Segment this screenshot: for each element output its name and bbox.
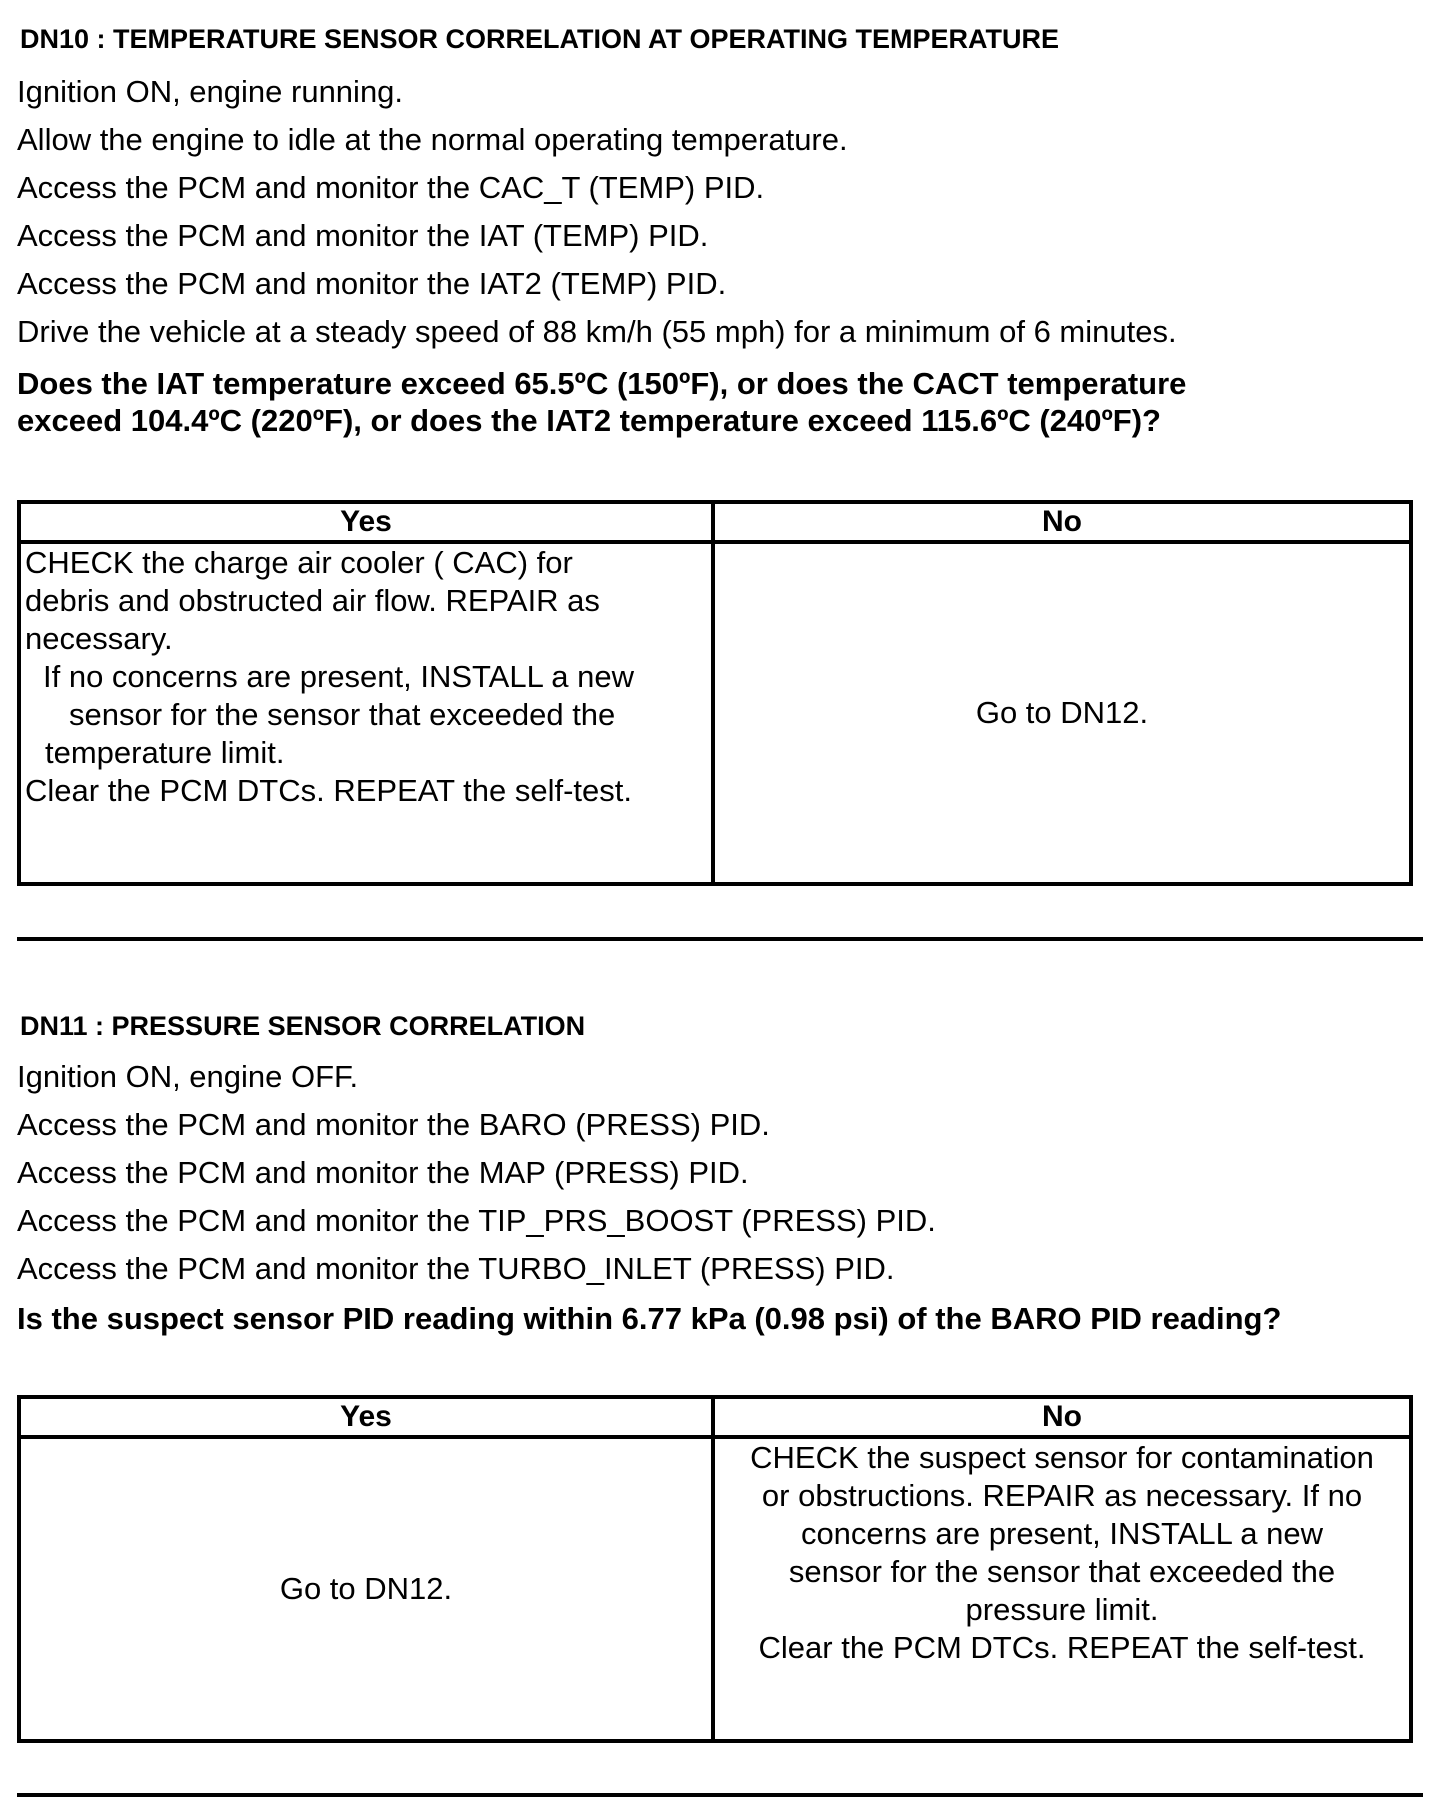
dn11-no-line-3: concerns are present, INSTALL a new [800,1516,1324,1551]
dn10-heading: DN10 : TEMPERATURE SENSOR CORRELATION AT OPERATING TEMPERATURE [20,24,1060,54]
dn10-yes-header: Yes [19,502,713,542]
dn11-yes-cell [19,1437,713,1741]
dn11-step-1: Ignition ON, engine OFF. [17,1059,359,1094]
dn10-yes-line-7: Clear the PCM DTCs. REPEAT the self-test. [25,773,632,808]
dn11-step-2: Access the PCM and monitor the BARO (PRESS) PID. [17,1107,770,1142]
dn10-step-1: Ignition ON, engine running. [17,74,404,109]
dn10-yes-line-4: If no concerns are present, INSTALL a new [43,659,635,694]
dn10-no-text: Go to DN12. [975,695,1149,730]
dn11-step-4: Access the PCM and monitor the TIP_PRS_BOOST (PRESS) PID. [17,1203,936,1238]
dn10-yes-line-5: sensor for the sensor that exceeded the [69,697,616,732]
dn11-step-3: Access the PCM and monitor the MAP (PRESS) PID. [17,1155,749,1190]
dn11-question: Is the suspect sensor PID reading within 6.77 kPa (0.98 psi) of the BARO PID reading? [17,1301,1282,1336]
dn11-no-cell [713,1437,1411,1741]
dn10-question-line-2: exceed 104.4ºC (220ºF), or does the IAT2 temperature exceed 115.6ºC (240ºF)? [17,403,1161,438]
dn11-no-line-6: Clear the PCM DTCs. REPEAT the self-test. [758,1630,1366,1665]
dn11-heading: DN11 : PRESSURE SENSOR CORRELATION [20,1011,586,1041]
dn10-no-cell [713,542,1411,884]
dn11-no-header: No [713,1397,1411,1437]
dn11-yes-header: Yes [19,1397,713,1437]
dn10-yes-line-1: CHECK the charge air cooler ( CAC) for [25,545,573,580]
dn10-yes-line-6: temperature limit. [45,735,285,770]
dn11-no-line-1: CHECK the suspect sensor for contamination [750,1440,1374,1475]
dn10-yes-line-2: debris and obstructed air flow. REPAIR as [25,583,600,618]
dn11-step-5: Access the PCM and monitor the TURBO_INLET (PRESS) PID. [17,1251,895,1286]
dn10-yes-line-3: necessary. [25,621,173,656]
dn10-step-3: Access the PCM and monitor the CAC_T (TEMP) PID. [17,170,765,205]
dn11-decision-table [17,1395,1413,1743]
dn10-decision-table [17,500,1413,886]
dn11-no-line-2: or obstructions. REPAIR as necessary. If no [761,1478,1363,1513]
dn10-question [17,365,1417,439]
dn11-yes-text: Go to DN12. [279,1571,453,1606]
dn10-step-6: Drive the vehicle at a steady speed of 88 km/h (55 mph) for a minimum of 6 minutes. [17,314,1177,349]
dn11-divider [17,1793,1423,1797]
dn10-question-line-1: Does the IAT temperature exceed 65.5ºC (150ºF), or does the CACT temperature [17,366,1187,401]
dn10-no-header: No [713,502,1411,542]
dn10-step-2: Allow the engine to idle at the normal operating temperature. [17,122,848,157]
dn10-divider [17,937,1423,941]
dn10-step-4: Access the PCM and monitor the IAT (TEMP) PID. [17,218,709,253]
dn10-step-5: Access the PCM and monitor the IAT2 (TEMP) PID. [17,266,727,301]
dn11-no-line-5: pressure limit. [965,1592,1159,1627]
dn10-yes-cell [19,542,713,884]
dn11-no-line-4: sensor for the sensor that exceeded the [788,1554,1336,1589]
